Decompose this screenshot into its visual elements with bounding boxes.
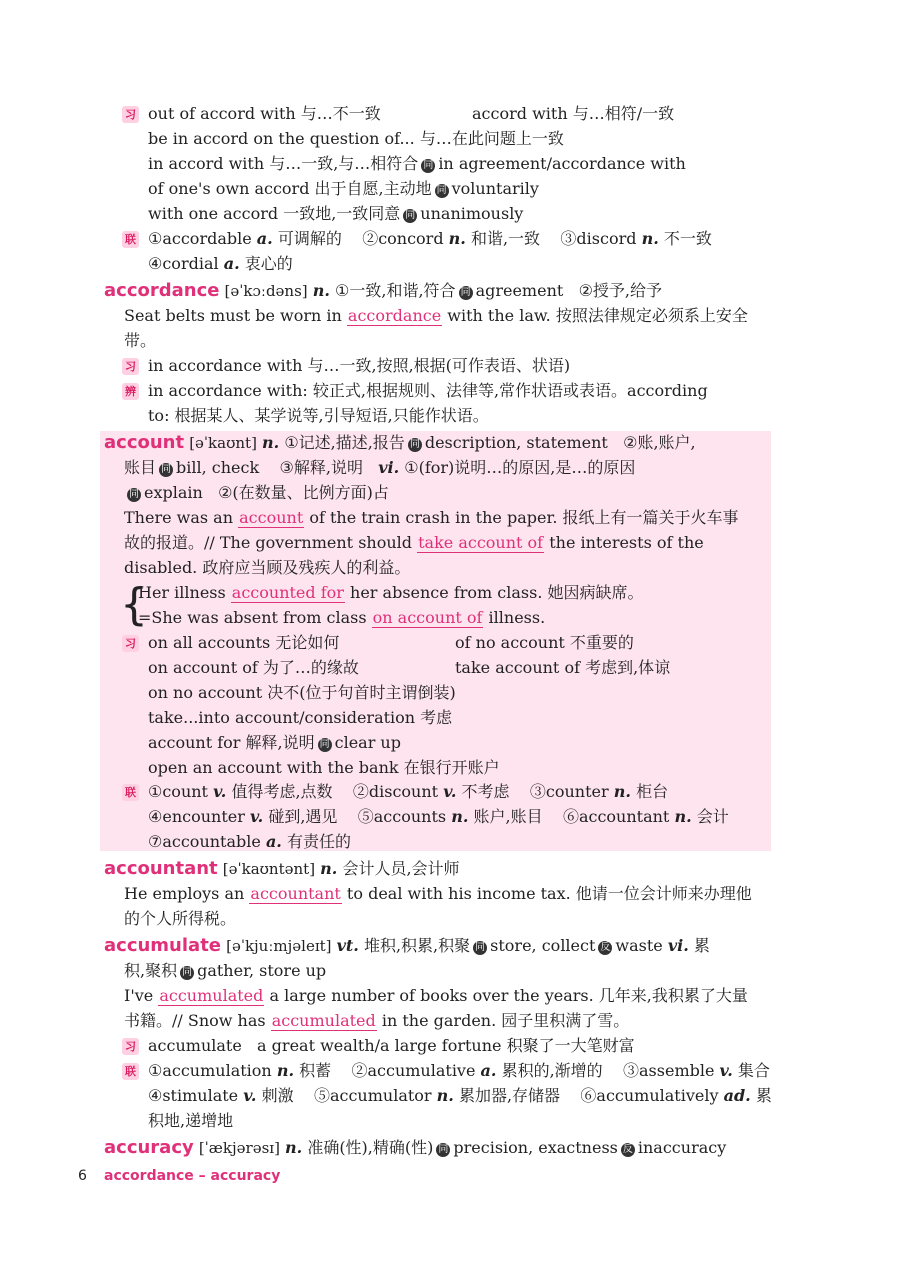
antonym-icon: 反: [600, 942, 611, 953]
related-icon: 联: [122, 1063, 139, 1080]
entry-accumulate: accumulate [əˈkjuːmjəleɪt] vt. 堆积,积累,积聚 同 store, collect 反 waste vi. 累: [104, 935, 710, 956]
phrase-line: be in accord on the question of... 与…在此问题上一致: [148, 129, 564, 148]
synonym-icon: 同: [475, 942, 486, 953]
phrase-line: accumulate a great wealth/a large fortune 积聚了一大笔财富: [148, 1036, 635, 1055]
synonym-icon: 同: [405, 210, 416, 221]
related-line: ①accordable a. 可调解的 ②concord n. 和谐,一致 ③discord n. 不一致: [148, 229, 712, 248]
entry-accordance: accordance [əˈkɔːdəns] n. ①一致,和谐,符合 同 agreement ②授予,给予: [104, 280, 663, 301]
phrase-line: take account of 考虑到,体谅: [455, 658, 671, 677]
related-line: ①accumulation n. 积蓄 ②accumulative a. 累积的,渐增的 ③assemble v. 集合: [148, 1061, 770, 1080]
synonym-icon: 同: [409, 439, 420, 450]
related-icon: 联: [122, 784, 139, 801]
phonetic: [əˈkɔːdəns]: [224, 282, 308, 300]
phrase-line: take...into account/consideration 考虑: [148, 708, 453, 727]
synonym-icon: 同: [438, 1144, 449, 1155]
synonym-icon: 同: [460, 287, 471, 298]
phrase-line: on all accounts 无论如何: [148, 633, 340, 652]
headword: accumulate: [104, 935, 221, 956]
example-line: 故的报道。// The government should take account of the interests of the: [124, 533, 704, 552]
example-line: I've accumulated a large number of books over the years. 几年来,我积累了大量: [124, 986, 748, 1005]
entry-account: account [əˈkaʊnt] n. ①记述,描述,报告 同 description, statement ②账,账户,: [104, 432, 696, 453]
synonym-icon: 同: [319, 739, 330, 750]
example-line: Seat belts must be worn in accordance with the law. 按照法律规定必须系上安全: [124, 306, 748, 325]
headword: accountant: [104, 858, 218, 879]
phonetic: [əˈkjuːmjəleɪt]: [226, 937, 332, 955]
antonym-icon: 反: [622, 1144, 633, 1155]
phrase-icon: 习: [122, 635, 139, 652]
phrase-line: account for 解释,说明 同 clear up: [148, 733, 401, 752]
phonetic: [əˈkaʊntənt]: [222, 860, 316, 878]
headword: account: [104, 432, 185, 453]
phrase-line: in accordance with 与…一致,按照,根据(可作表语、状语): [148, 356, 571, 375]
example-line: He employs an accountant to deal with his income tax. 他请一位会计师来办理他: [124, 884, 752, 903]
phrase-line: of one's own accord 出于自愿,主动地 同 voluntarily: [148, 179, 539, 198]
synonym-icon: 同: [423, 160, 434, 171]
synonym-icon: 同: [161, 464, 172, 475]
related-line: 积地,递增地: [148, 1111, 234, 1130]
example-line: There was an account of the train crash in the paper. 报纸上有一篇关于火车事: [124, 508, 739, 527]
phrase-line: out of accord with 与…不一致: [148, 104, 381, 123]
phrase-line: in accord with 与…一致,与…相符合 同 in agreement/accordance with: [148, 154, 686, 173]
example-line: Her illness accounted for her absence from class. 她因病缺席。: [138, 583, 644, 602]
example-line: =She was absent from class on account of illness.: [138, 608, 546, 627]
phonetic: [əˈkaʊnt]: [189, 434, 257, 452]
phrase-icon: 习: [122, 106, 139, 123]
related-line: ①count v. 值得考虑,点数 ②discount v. 不考虑 ③counter n. 柜台: [148, 782, 669, 801]
distinction-icon: 辨: [122, 383, 139, 400]
synonym-icon: 同: [182, 967, 193, 978]
related-line: ④cordial a. 衷心的: [148, 254, 293, 273]
phrase-line: on no account 决不(位于句首时主谓倒装): [148, 683, 456, 702]
related-line: ④encounter v. 碰到,遇见 ⑤accounts n. 账户,账目 ⑥accountant n. 会计: [148, 807, 729, 826]
definition-line: 账目 同 bill, check ③解释,说明 vi. ①(for)说明…的原因,是…的原因: [124, 458, 636, 477]
related-icon: 联: [122, 231, 139, 248]
phrase-line: of no account 不重要的: [455, 633, 634, 652]
definition-line: 积,聚积 同 gather, store up: [124, 961, 327, 980]
page-number: 6: [78, 1168, 87, 1184]
phrase-line: with one accord 一致地,一致同意 同 unanimously: [148, 204, 524, 223]
synonym-icon: 同: [129, 489, 139, 500]
headword: accordance: [104, 280, 220, 301]
related-line: ④stimulate v. 刺激 ⑤accumulator n. 累加器,存储器 ⑥accumulatively ad. 累: [148, 1086, 772, 1105]
example-line: 带。: [124, 331, 157, 350]
running-header: accordance – accuracy: [104, 1168, 281, 1184]
synonym-icon: 同: [436, 185, 447, 196]
distinction-line: in accordance with: 较正式,根据规则、法律等,常作状语或表语。according: [148, 381, 708, 400]
phrase-line: open an account with the bank 在银行开账户: [148, 758, 500, 777]
entry-accuracy: accuracy [ˈækjərəsɪ] n. 准确(性),精确(性) 同 precision, exactness 反 inaccuracy: [104, 1137, 727, 1158]
definition-line: 同 explain ②(在数量、比例方面)占: [129, 483, 389, 502]
phrase-line: accord with 与…相符/一致: [472, 104, 675, 123]
example-line: 书籍。// Snow has accumulated in the garden. 园子里积满了雪。: [124, 1011, 630, 1030]
phrase-line: on account of 为了…的缘故: [148, 658, 359, 677]
headword: accuracy: [104, 1137, 194, 1158]
example-line: disabled. 政府应当顾及残疾人的利益。: [124, 558, 411, 577]
entry-accountant: accountant [əˈkaʊntənt] n. 会计人员,会计师: [104, 858, 460, 879]
related-line: ⑦accountable a. 有责任的: [148, 832, 351, 851]
brace: {: [120, 579, 148, 630]
distinction-line: to: 根据某人、某学说等,引导短语,只能作状语。: [148, 406, 489, 425]
phonetic: [ˈækjərəsɪ]: [198, 1139, 280, 1157]
phrase-icon: 习: [122, 1038, 139, 1055]
example-line: 的个人所得税。: [124, 909, 237, 928]
phrase-icon: 习: [122, 358, 139, 375]
